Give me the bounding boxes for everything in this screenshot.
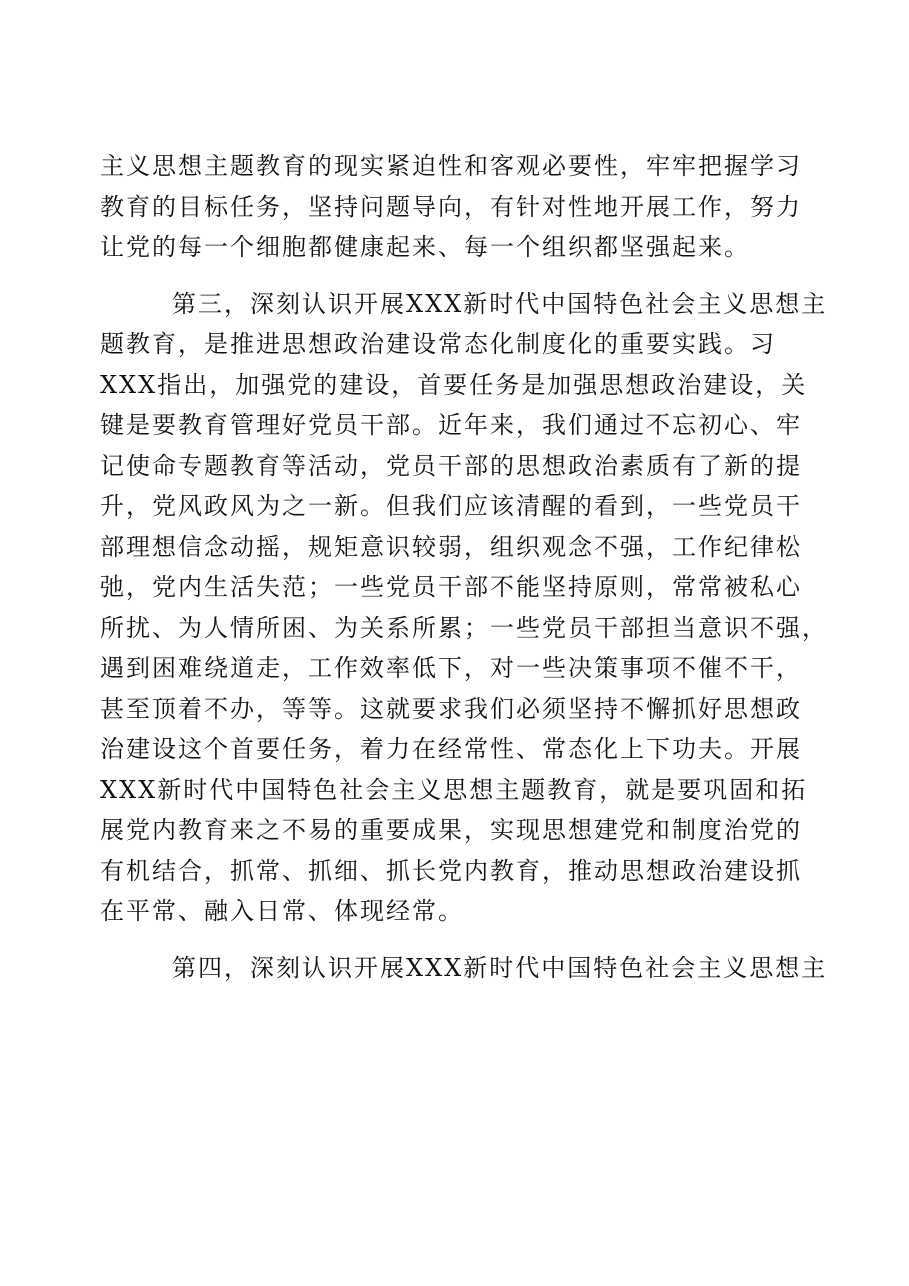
text-line: 遇到困难绕道走，工作效率低下，对一些决策事项不催不干，: [100, 654, 802, 682]
text-line: 题教育，是推进思想政治建设常态化制度化的重要实践。习: [100, 330, 776, 358]
text-line: 记使命专题教育等活动，党员干部的思想政治素质有了新的提: [100, 451, 802, 480]
document-body: [100, 146, 828, 988]
text-line: 弛，党内生活失范；一些党员干部不能坚持原则，常常被私心: [100, 573, 802, 601]
text-line: XXX新时代中国特色社会主义思想主题教育，就是要巩固和拓: [100, 775, 808, 804]
text-line: 甚至顶着不办，等等。这就要求我们必须坚持不懈抓好思想政: [100, 694, 802, 723]
text-line: 展党内教育来之不易的重要成果，实现思想建党和制度治党的: [100, 816, 802, 844]
text-line: 教育的目标任务，坚持问题导向，有针对性地开展工作，努力: [100, 192, 802, 221]
text-line: 让党的每一个细胞都健康起来、每一个组织都坚强起来。: [100, 233, 750, 261]
text-line: 部理想信念动摇，规矩意识较弱，组织观念不强，工作纪律松: [100, 532, 802, 561]
paragraph-gap: [100, 268, 812, 284]
paragraph-gap: [100, 932, 812, 948]
text-line: 有机结合，抓常、抓细、抓长党内教育，推动思想政治建设抓: [100, 856, 802, 885]
text-line: 键是要教育管理好党员干部。近年来，我们通过不忘初心、牢: [100, 411, 802, 439]
text-line: 主义思想主题教育的现实紧迫性和客观必要性，牢牢把握学习: [100, 152, 802, 180]
text-line: 在平常、融入日常、体现经常。: [100, 897, 464, 925]
text-line: 所扰、为人情所困、为关系所累；一些党员干部担当意识不强，: [100, 613, 828, 642]
paragraph-start-line: 第四，深刻认识开展XXX新时代中国特色社会主义思想主: [172, 953, 828, 982]
paragraph-start-line: 第三，深刻认识开展XXX新时代中国特色社会主义思想主: [172, 289, 828, 318]
text-line: 升，党风政风为之一新。但我们应该清醒的看到，一些党员干: [100, 492, 802, 520]
text-line: 治建设这个首要任务，着力在经常性、常态化上下功夫。开展: [100, 735, 802, 763]
text-line: XXX指出，加强党的建设，首要任务是加强思想政治建设，关: [100, 370, 808, 399]
